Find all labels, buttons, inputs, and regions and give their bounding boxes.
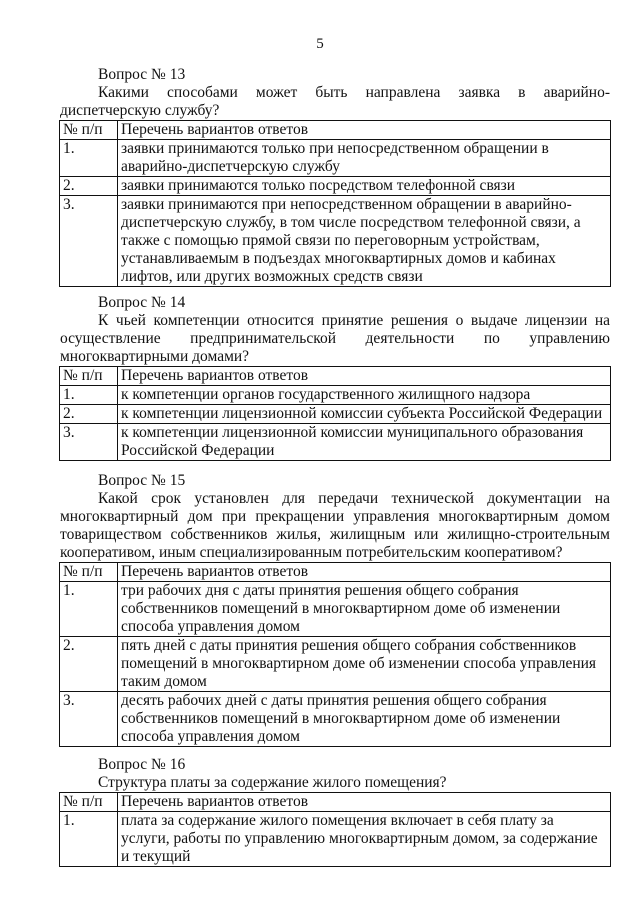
table-header-row: [60, 121, 611, 140]
answer-number: 2.: [60, 177, 118, 196]
answer-text: заявки принимаются при непосредственном обращении в аварийно-диспетчерскую службу, в том числе посредством телефонной связи, а также с помощью прямой связи по переговорным устройствам, устанавливаемым в подъездах многоквартирных домов и кабинах лифтов, или других возможных средств связи: [118, 196, 611, 287]
table-row: [60, 177, 611, 196]
table-row: [60, 692, 611, 747]
answer-text: к компетенции органов государственного жилищного надзора: [118, 386, 611, 405]
answer-number: 1.: [60, 140, 118, 177]
col-num-header: № п/п: [60, 793, 118, 812]
answer-number: 1.: [60, 812, 118, 867]
table-header-row: [60, 563, 611, 582]
answers-table: [59, 562, 611, 747]
answer-text: десять рабочих дней с даты принятия решения общего собрания собственников помещений в многоквартирном доме об изменении способа управления домом: [118, 692, 611, 747]
answer-text: заявки принимаются только посредством телефонной связи: [118, 177, 611, 196]
answer-text: заявки принимаются только при непосредственном обращении в аварийно-диспетчерскую службу: [118, 140, 611, 177]
question-title: Вопрос № 15: [98, 472, 186, 489]
table-row: [60, 424, 611, 461]
question-text: К чьей компетенции относится принятие решения о выдаче лицензии на осуществление предпринимательской деятельности по управлению многоквартирными домами?: [60, 312, 610, 365]
answer-number: 3.: [60, 692, 118, 747]
question-15: [60, 472, 610, 747]
col-num-header: № п/п: [60, 121, 118, 140]
col-answers-header: Перечень вариантов ответов: [118, 793, 611, 812]
answers-table: [59, 120, 611, 287]
table-row: [60, 405, 611, 424]
col-answers-header: Перечень вариантов ответов: [118, 367, 611, 386]
table-header-row: [60, 793, 611, 812]
answer-text: к компетенции лицензионной комиссии субъекта Российской Федерации: [118, 405, 611, 424]
answers-table: [59, 792, 611, 867]
question-title: Вопрос № 14: [98, 294, 186, 311]
answer-number: 2.: [60, 637, 118, 692]
table-row: [60, 196, 611, 287]
answer-number: 3.: [60, 196, 118, 287]
answer-number: 2.: [60, 405, 118, 424]
answer-text: три рабочих дня с даты принятия решения общего собрания собственников помещений в многоквартирном доме об изменении способа управления домом: [118, 582, 611, 637]
question-text: Какой срок установлен для передачи технической документации на многоквартирный дом при прекращении управления многоквартирным домом товариществом собственников жилья, жилищным или жилищно-строительным кооперативом, иным специализированным потребительским кооперативом?: [60, 490, 610, 561]
question-title: Вопрос № 13: [98, 66, 186, 83]
col-answers-header: Перечень вариантов ответов: [118, 121, 611, 140]
question-text: Какими способами может быть направлена заявка в аварийно-диспетчерскую службу?: [60, 84, 610, 119]
table-row: [60, 140, 611, 177]
table-row: [60, 637, 611, 692]
answer-text: пять дней с даты принятия решения общего собрания собственников помещений в многоквартирном доме об изменении способа управления таким домом: [118, 637, 611, 692]
answer-number: 1.: [60, 386, 118, 405]
col-num-header: № п/п: [60, 367, 118, 386]
question-title: Вопрос № 16: [98, 756, 186, 773]
answer-number: 1.: [60, 582, 118, 637]
table-row: [60, 386, 611, 405]
question-text: Структура платы за содержание жилого помещения?: [98, 774, 447, 791]
question-14: [60, 294, 610, 461]
answer-text: плата за содержание жилого помещения включает в себя плату за услуги, работы по управлению многоквартирным домом, за содержание и текущий: [118, 812, 611, 867]
table-header-row: [60, 367, 611, 386]
question-16: [60, 756, 610, 867]
answer-number: 3.: [60, 424, 118, 461]
answers-table: [59, 366, 611, 461]
table-row: [60, 582, 611, 637]
col-num-header: № п/п: [60, 563, 118, 582]
col-answers-header: Перечень вариантов ответов: [118, 563, 611, 582]
table-row: [60, 812, 611, 867]
page-number: 5: [316, 36, 324, 52]
answer-text: к компетенции лицензионной комиссии муниципального образования Российской Федерации: [118, 424, 611, 461]
question-13: [60, 66, 610, 287]
